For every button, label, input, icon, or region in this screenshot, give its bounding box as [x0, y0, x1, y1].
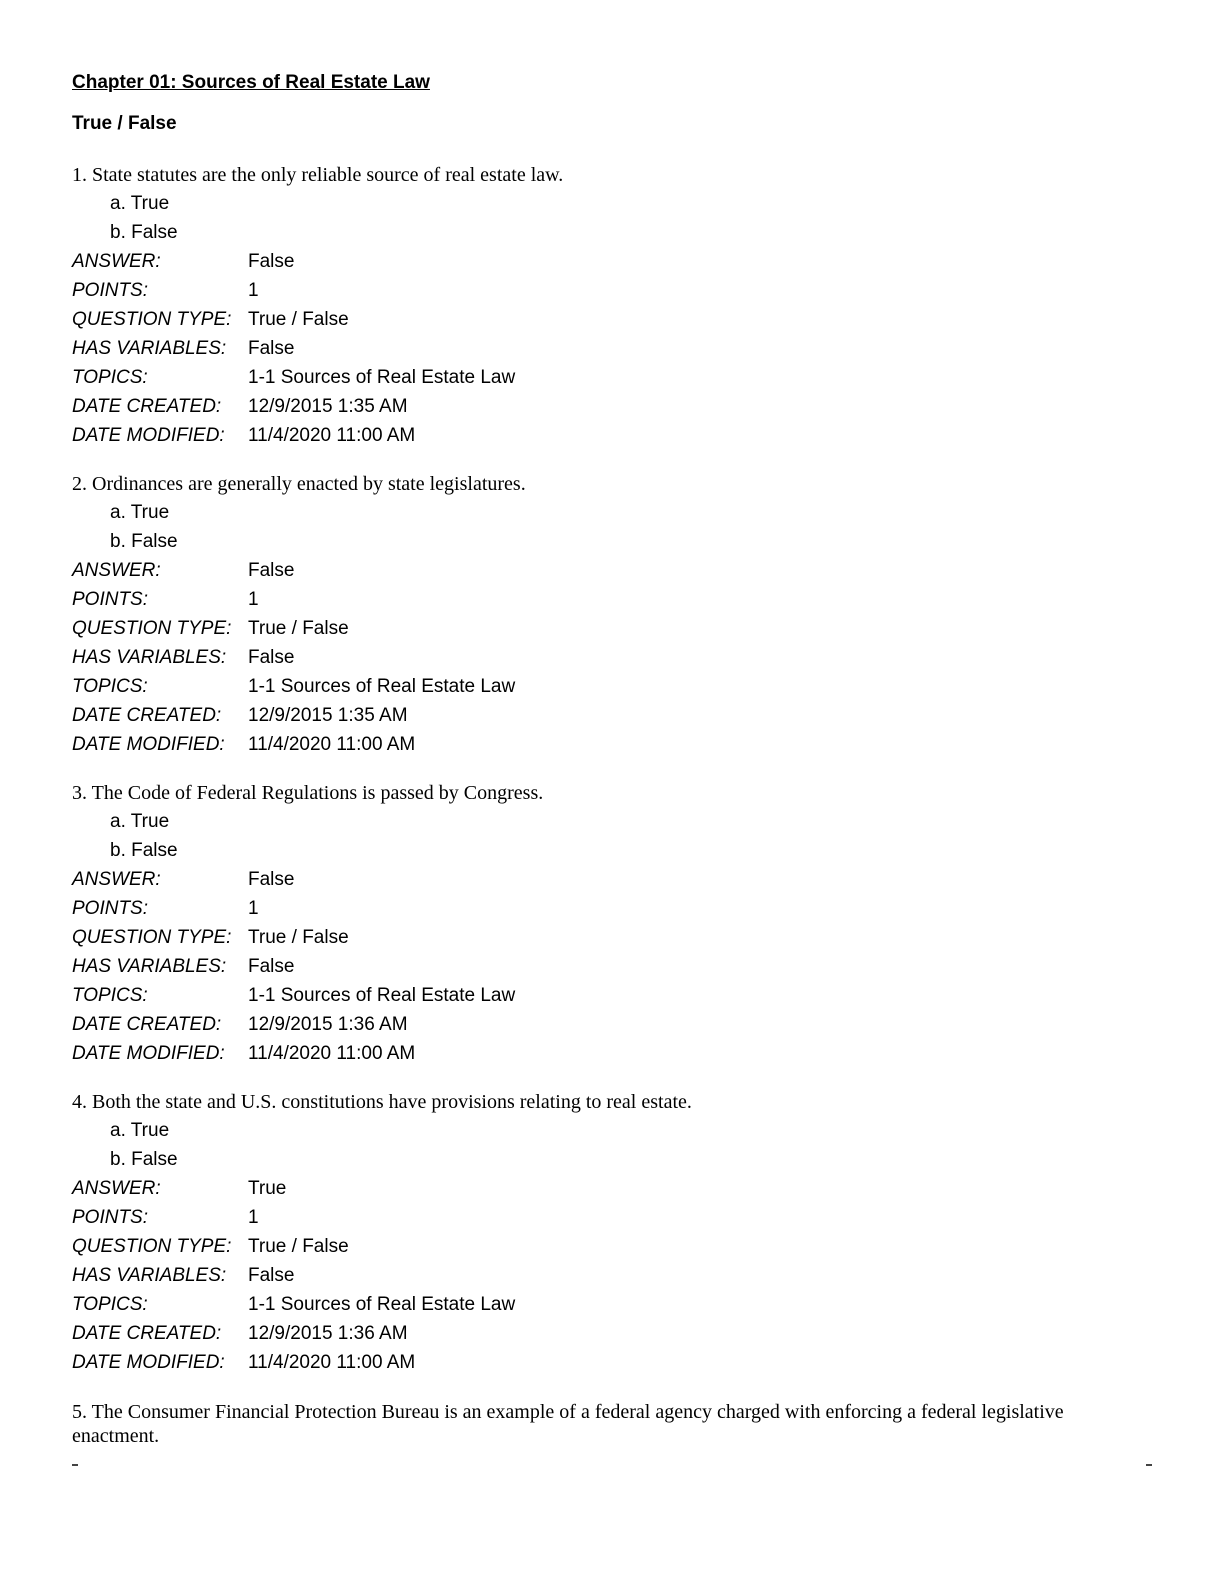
has-variables-value: False [248, 338, 295, 359]
answer-value: True [248, 1178, 287, 1199]
date-created-row [72, 1322, 1152, 1351]
answer-label: ANSWER: [72, 869, 161, 890]
chapter-title: Chapter 01: Sources of Real Estate Law [72, 72, 430, 93]
topics-row [72, 675, 1152, 704]
option-a: a. True [110, 193, 170, 214]
question-text: 3. The Code of Federal Regulations is passed by Congress. [72, 782, 544, 804]
option-a: a. True [110, 811, 170, 832]
section-title: True / False [72, 113, 177, 134]
option-a: a. True [110, 1120, 170, 1141]
footer-mark [72, 1464, 78, 1466]
date-modified-row [72, 1042, 1152, 1071]
points-label: POINTS: [72, 280, 149, 301]
topics-label: TOPICS: [72, 1294, 148, 1315]
question-2 [72, 472, 1152, 762]
date-modified-value: 11/4/2020 11:00 AM [248, 1043, 416, 1064]
date-created-label: DATE CREATED: [72, 396, 222, 417]
has-variables-label: HAS VARIABLES: [72, 1265, 227, 1286]
question-3 [72, 781, 1152, 1071]
option-b: b. False [110, 222, 178, 243]
option-a: a. True [110, 502, 170, 523]
question-type-row [72, 1235, 1152, 1264]
answer-label: ANSWER: [72, 560, 161, 581]
topics-label: TOPICS: [72, 676, 148, 697]
has-variables-value: False [248, 956, 295, 977]
date-created-label: DATE CREATED: [72, 705, 222, 726]
topics-value: 1-1 Sources of Real Estate Law [248, 985, 516, 1006]
has-variables-row [72, 955, 1152, 984]
date-modified-label: DATE MODIFIED: [72, 1043, 225, 1064]
topics-value: 1-1 Sources of Real Estate Law [248, 676, 516, 697]
points-label: POINTS: [72, 589, 149, 610]
points-value: 1 [248, 898, 259, 919]
points-row [72, 897, 1152, 926]
points-row [72, 279, 1152, 308]
question-type-row [72, 308, 1152, 337]
question-type-value: True / False [248, 927, 349, 948]
question-type-value: True / False [248, 309, 349, 330]
date-created-value: 12/9/2015 1:35 AM [248, 705, 408, 726]
date-modified-label: DATE MODIFIED: [72, 734, 225, 755]
answer-label: ANSWER: [72, 1178, 161, 1199]
has-variables-row [72, 646, 1152, 675]
question-type-value: True / False [248, 1236, 349, 1257]
date-modified-value: 11/4/2020 11:00 AM [248, 425, 416, 446]
has-variables-label: HAS VARIABLES: [72, 338, 227, 359]
answer-value: False [248, 869, 295, 890]
question-text: 2. Ordinances are generally enacted by state legislatures. [72, 473, 526, 495]
page-footer-cutoff [72, 1460, 1152, 1468]
question-text: 4. Both the state and U.S. constitutions have provisions relating to real estate. [72, 1091, 692, 1113]
date-modified-value: 11/4/2020 11:00 AM [248, 734, 416, 755]
question-type-label: QUESTION TYPE: [72, 618, 232, 639]
date-created-row [72, 395, 1152, 424]
date-modified-row [72, 733, 1152, 762]
option-b: b. False [110, 840, 178, 861]
question-text: 1. State statutes are the only reliable source of real estate law. [72, 164, 564, 186]
points-label: POINTS: [72, 1207, 149, 1228]
question-type-row [72, 617, 1152, 646]
date-created-value: 12/9/2015 1:36 AM [248, 1323, 408, 1344]
date-created-label: DATE CREATED: [72, 1014, 222, 1035]
question-1 [72, 163, 1152, 453]
points-value: 1 [248, 1207, 259, 1228]
question-type-label: QUESTION TYPE: [72, 927, 232, 948]
topics-value: 1-1 Sources of Real Estate Law [248, 1294, 516, 1315]
date-created-row [72, 704, 1152, 733]
question-text: 5. The Consumer Financial Protection Bureau is an example of a federal agency charged with enforcing a federal legislative enactment. [72, 1401, 1064, 1447]
date-modified-row [72, 1351, 1152, 1380]
answer-label: ANSWER: [72, 251, 161, 272]
points-value: 1 [248, 280, 259, 301]
date-created-value: 12/9/2015 1:36 AM [248, 1014, 408, 1035]
date-modified-row [72, 424, 1152, 453]
topics-row [72, 984, 1152, 1013]
topics-row [72, 366, 1152, 395]
question-type-label: QUESTION TYPE: [72, 1236, 232, 1257]
answer-value: False [248, 560, 295, 581]
question-type-value: True / False [248, 618, 349, 639]
date-created-label: DATE CREATED: [72, 1323, 222, 1344]
option-b: b. False [110, 1149, 178, 1170]
points-row [72, 588, 1152, 617]
question-type-label: QUESTION TYPE: [72, 309, 232, 330]
date-created-value: 12/9/2015 1:35 AM [248, 396, 408, 417]
answer-row [72, 250, 1152, 279]
has-variables-label: HAS VARIABLES: [72, 956, 227, 977]
question-type-row [72, 926, 1152, 955]
question-4 [72, 1090, 1152, 1380]
topics-label: TOPICS: [72, 367, 148, 388]
has-variables-value: False [248, 647, 295, 668]
answer-value: False [248, 251, 295, 272]
option-b: b. False [110, 531, 178, 552]
points-label: POINTS: [72, 898, 149, 919]
topics-label: TOPICS: [72, 985, 148, 1006]
points-row [72, 1206, 1152, 1235]
has-variables-label: HAS VARIABLES: [72, 647, 227, 668]
has-variables-row [72, 337, 1152, 366]
has-variables-value: False [248, 1265, 295, 1286]
footer-mark [1146, 1464, 1152, 1466]
answer-row [72, 1177, 1152, 1206]
has-variables-row [72, 1264, 1152, 1293]
answer-row [72, 559, 1152, 588]
question-5 [72, 1400, 1152, 1448]
date-created-row [72, 1013, 1152, 1042]
topics-value: 1-1 Sources of Real Estate Law [248, 367, 516, 388]
date-modified-label: DATE MODIFIED: [72, 1352, 225, 1373]
points-value: 1 [248, 589, 259, 610]
date-modified-value: 11/4/2020 11:00 AM [248, 1352, 416, 1373]
date-modified-label: DATE MODIFIED: [72, 425, 225, 446]
topics-row [72, 1293, 1152, 1322]
answer-row [72, 868, 1152, 897]
